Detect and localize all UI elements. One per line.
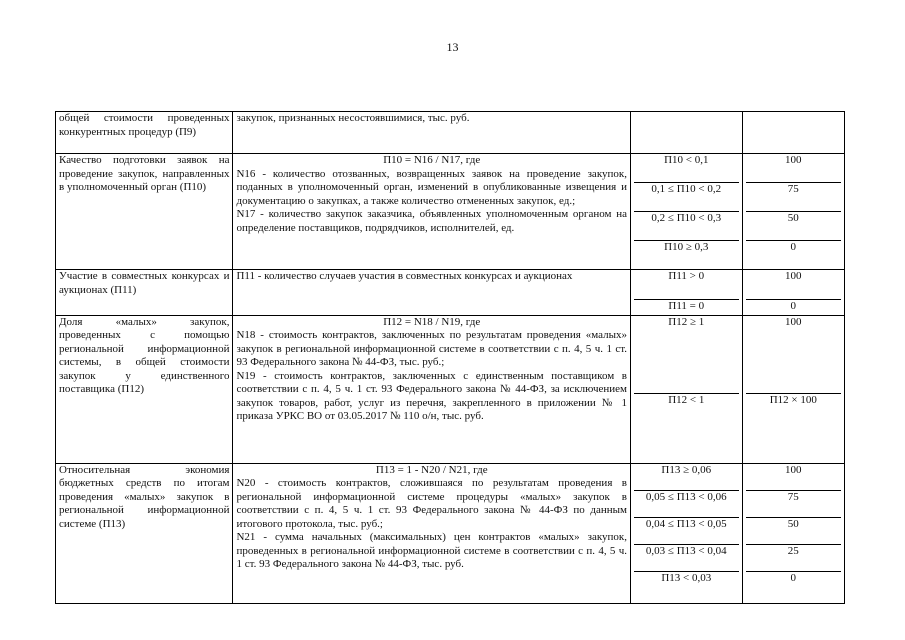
criterion-text: Участие в совместных конкурсах и аукционах (П11) [59,270,230,296]
condition-text: П11 > 0 [634,270,739,300]
condition-text: П12 < 1 [668,393,705,406]
condition-text: 0,03 ≤ П13 < 0,04 [634,545,739,572]
formula: П10 = N16 / N17, где [383,154,481,166]
score-text: 25 [746,545,841,572]
formula: П12 = N18 / N19, где [383,315,481,328]
score-text: 75 [746,183,841,212]
score-cell [742,315,844,463]
score-text: 0 [790,571,797,584]
criterion-cell [56,463,233,603]
condition-text: 0,2 ≤ П10 < 0,3 [634,212,739,241]
condition-text: П10 ≥ 0,3 [664,241,709,253]
score-text: 100 [746,464,841,491]
criterion-text: Качество подготовки заявок на проведение закупок, направленных в уполномоченный орган (П10) [59,154,230,193]
score-text: 0 [790,241,797,253]
table-row [56,112,845,154]
condition-text: П13 < 0,03 [661,571,712,584]
table-row [56,463,845,603]
description-line: N16 - количество отозванных, возвращенных заявок на проведение закупок, поданных в уполномоченный орган, изменений в опубликованные извещения и документацию о закупках, а также количество отмененных закупок, ед.; [236,167,627,207]
description-line: N21 - сумма начальных (максимальных) цен контрактов «малых» закупок, проведенных в региональной информационной системе в соответствии с п. 4, 5 ч. 1 ст. 93 Федерального закона № 44-ФЗ, тыс. руб. [236,531,627,570]
score-text: 0 [790,300,797,312]
description-cell [233,154,631,270]
description-cell [233,463,631,603]
table-row [56,154,845,270]
formula: П13 = 1 - N20 / N21, где [375,463,488,476]
criterion-cell [56,315,233,463]
description-line: N17 - количество закупок заказчика, объявленных уполномоченным органом на определение поставщиков, подрядчиков, исполнителей, ед. [236,208,627,234]
description-cell [233,112,631,154]
condition-text: П10 < 0,1 [634,154,739,183]
criterion-text: общей стоимости проведенных конкурентных процедур (П9) [59,112,230,138]
criterion-cell [56,270,233,316]
description-line: N20 - стоимость контрактов, сложившаяся по результатам проведения в региональной информационной системе процедуры «малых» закупок в соответствии с п. 4, 5 ч. 1 ст. 93 Федерального закона № 44-ФЗ по данным итогового протокола, тыс. руб.; [236,477,627,530]
criterion-text: Доля «малых» закупок, проведенных с помощью региональной информационной системы, в общей стоимости закупок у единственного поставщика (П12) [59,315,230,395]
criterion-text: Относительная экономия бюджетных средств по итогам проведения «малых» закупок в региональной информационной системе (П13) [59,463,230,530]
condition-cell [631,154,743,270]
score-text: 50 [746,518,841,545]
description-line: N19 - стоимость контрактов, заключенных с единственным поставщиком в соответствии с п. 4, 5 ч. 1 ст. 93 Федерального закона № 44-ФЗ, за исключением закупок товаров, работ, услуг из перечня, закрепленного в приложении № 1 приказа УРКС ВО от 03.05.2017 № 110 о/н, тыс. руб. [236,369,627,422]
condition-text: П11 = 0 [668,300,705,312]
condition-cell [631,463,743,603]
description-text: закупок, признанных несостоявшимися, тыс. руб. [236,112,470,124]
condition-text: П13 ≥ 0,06 [634,464,739,491]
score-cell [742,154,844,270]
score-text: 50 [746,212,841,241]
condition-text: 0,05 ≤ П13 < 0,06 [634,491,739,518]
score-cell [742,463,844,603]
score-text: 75 [746,491,841,518]
criterion-cell [56,112,233,154]
condition-cell [631,112,743,154]
score-cell [742,270,844,316]
score-text: 100 [746,270,841,300]
condition-text: 0,1 ≤ П10 < 0,2 [634,183,739,212]
score-text: 100 [746,316,841,394]
criterion-cell [56,154,233,270]
description-cell [233,270,631,316]
description-cell [233,315,631,463]
criteria-table [55,111,845,604]
condition-text: 0,04 ≤ П13 < 0,05 [634,518,739,545]
score-text: 100 [746,154,841,183]
page-number: 13 [446,40,459,54]
description-text: П11 - количество случаев участия в совместных конкурсах и аукционах [236,270,573,282]
table-row [56,315,845,463]
description-line: N18 - стоимость контрактов, заключенных по результатам проведения «малых» закупок в региональной информационной системе в соответствии с п. 4, 5 ч. 1 ст. 93 Федерального закона № 44-ФЗ, тыс. руб.; [236,329,627,368]
score-cell [742,112,844,154]
table-row [56,270,845,316]
condition-cell [631,270,743,316]
condition-text: П12 ≥ 1 [634,316,739,394]
score-text: П12 × 100 [769,393,817,406]
condition-cell [631,315,743,463]
